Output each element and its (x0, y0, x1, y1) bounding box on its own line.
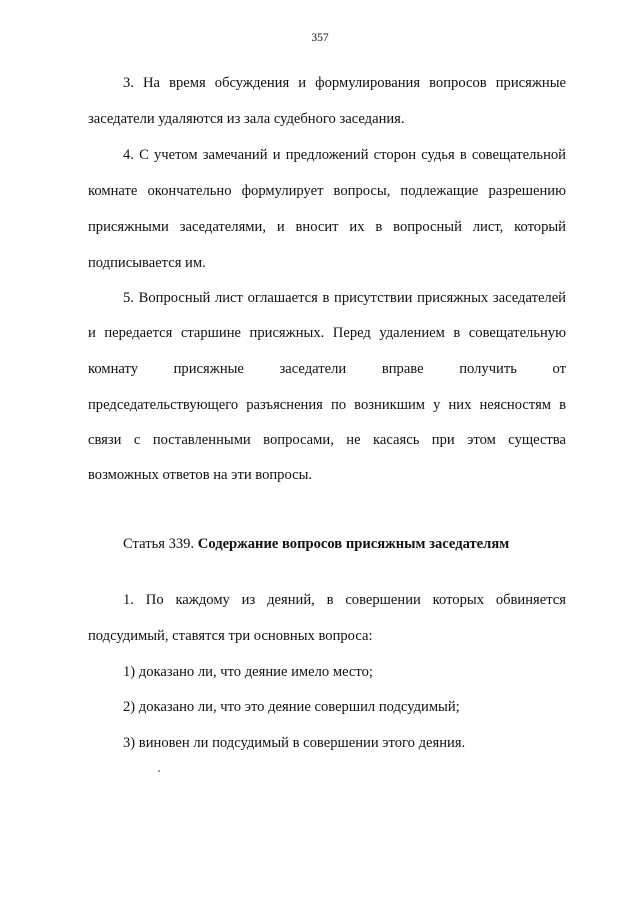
paragraph-5-line-5: связи с поставленными вопросами, не касаясь при этом существа (88, 432, 566, 448)
paragraph-4-line-2: комнате окончательно формулирует вопросы, подлежащие разрешению (88, 183, 566, 199)
list-item: 3) виновен ли подсудимый в совершении этого деяния. (123, 735, 466, 751)
paragraph-5-line-1: 5. Вопросный лист оглашается в присутствии присяжных заседателей (123, 290, 566, 306)
list-item: 1) доказано ли, что деяние имело место; (123, 664, 373, 680)
paragraph-5-line-2: и передается старшине присяжных. Перед удалением в совещательную (88, 325, 566, 341)
paragraph-3-line-1: 3. На время обсуждения и формулирования вопросов присяжные (123, 75, 566, 91)
paragraph-4-line-4: подписывается им. (88, 255, 206, 271)
article-paragraph-1-line-1: 1. По каждому из деяний, в совершении которых обвиняется (123, 592, 566, 608)
page-number: 357 (311, 32, 329, 44)
article-number: Статья 339. (123, 536, 198, 552)
article-title: Содержание вопросов присяжным заседателям (197, 536, 510, 552)
paragraph-3-line-2: заседатели удаляются из зала судебного заседания. (88, 111, 405, 127)
paragraph-5-line-4: председательствующего разъяснения по возникшим у них неясностям в (88, 397, 566, 413)
paragraph-5-line-3: комнату присяжные заседатели вправе получить от (88, 361, 566, 377)
paragraph-4-line-1: 4. С учетом замечаний и предложений сторон судья в совещательной (123, 147, 566, 163)
list-item: 2) доказано ли, что это деяние совершил подсудимый; (123, 699, 460, 715)
scan-speck (158, 770, 160, 772)
article-paragraph-1-line-2: подсудимый, ставятся три основных вопроса: (88, 628, 373, 644)
paragraph-4-line-3: присяжными заседателями, и вносит их в вопросный лист, который (88, 219, 566, 235)
paragraph-5-line-6: возможных ответов на эти вопросы. (88, 467, 313, 483)
article-heading (123, 535, 509, 553)
